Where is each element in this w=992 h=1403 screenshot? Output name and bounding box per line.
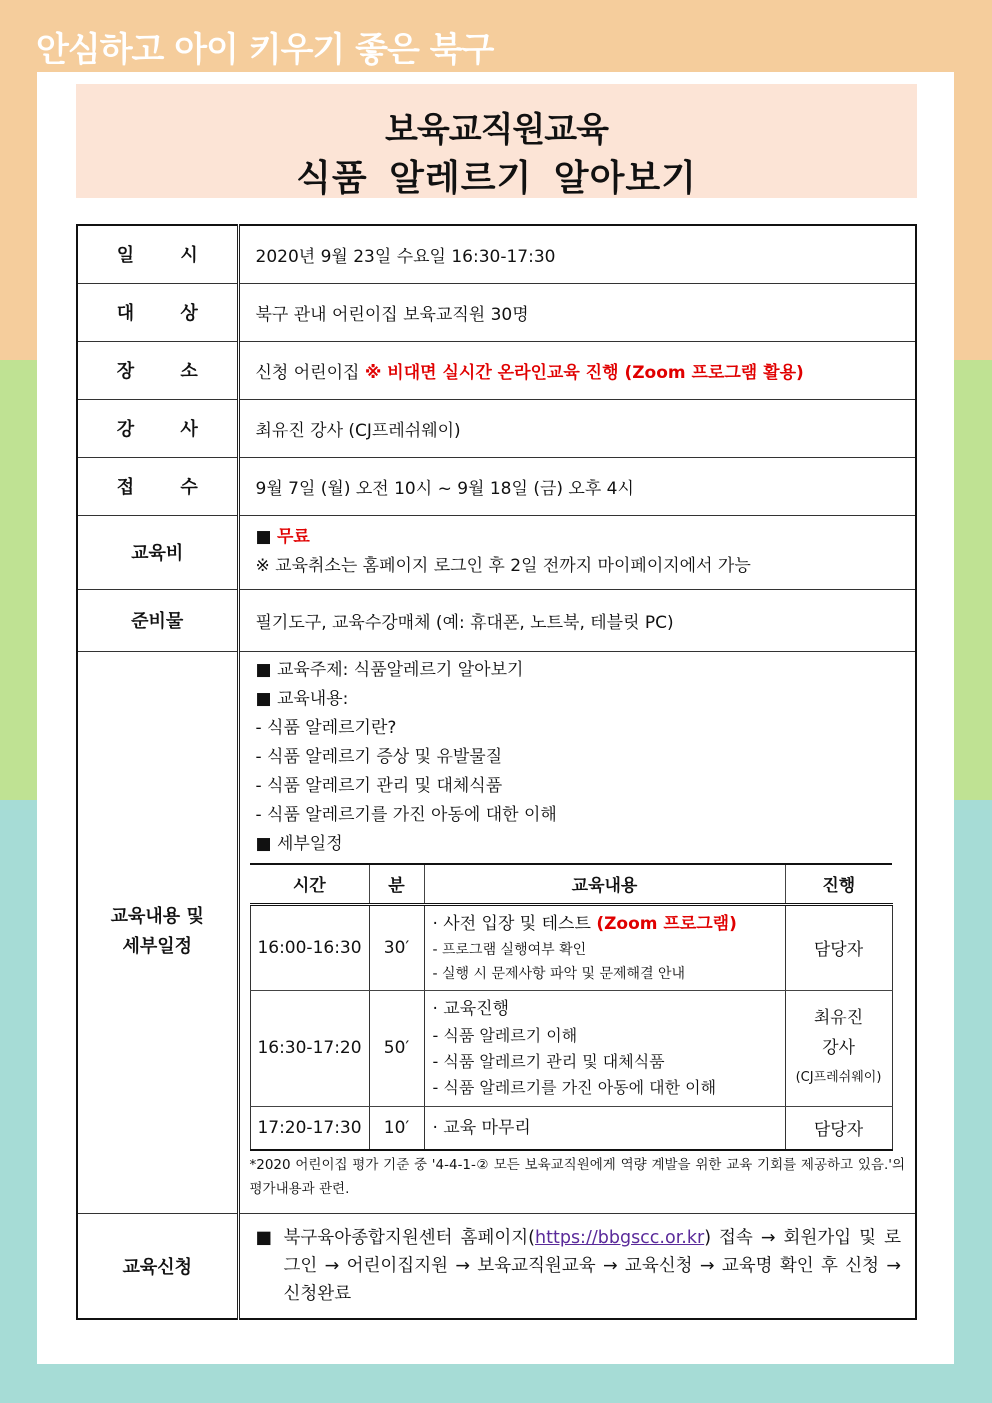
label-date: 일 시 (116, 245, 218, 267)
schedule-host: 담당자 (785, 1106, 892, 1150)
content-item-4: - 식품 알레르기를 가진 아동에 대한 이해 (255, 804, 557, 825)
schedule-main: · 교육 마무리 (432, 1117, 531, 1138)
homepage-link[interactable]: https://bbgscc.or.kr (535, 1227, 705, 1248)
schedule-header-minutes: 분 (369, 864, 424, 905)
label-supplies: 준비물 (77, 589, 238, 651)
schedule-time: 16:30-17:20 (250, 990, 369, 1106)
schedule-host: 담당자 (785, 904, 892, 990)
label-content-line-1: 교육내용 및 (110, 906, 204, 927)
content-head: ■ 교육내용: (255, 688, 349, 709)
value-place: 신청 어린이집 (255, 362, 360, 383)
label-lecturer: 강 사 (116, 419, 218, 440)
label-place: 장 소 (116, 361, 218, 382)
schedule-minutes: 30′ (369, 904, 424, 990)
content-item-1: - 식품 알레르기란? (255, 717, 397, 738)
content-item-3: - 식품 알레르기 관리 및 대체식품 (255, 775, 503, 796)
schedule-header-host: 진행 (785, 864, 892, 905)
apply-bullet: ■ (255, 1227, 273, 1248)
schedule-host-name: 최유진 (813, 1008, 864, 1028)
document-page (37, 72, 954, 1364)
label-fee: 교육비 (77, 515, 238, 589)
slogan: 안심하고 아이 키우기 좋은 북구 (36, 30, 494, 70)
title-line-2: 식품 알레르기 알아보기 (296, 158, 697, 199)
schedule-table (250, 863, 893, 1152)
info-table (76, 224, 917, 1320)
schedule-main-highlight: (Zoom 프로그램) (596, 913, 737, 934)
title-box (76, 84, 917, 198)
row-fee (77, 515, 916, 589)
content-item-2: - 식품 알레르기 증상 및 유발물질 (255, 746, 503, 767)
schedule-row (250, 990, 892, 1106)
value-reception: 9월 7일 (월) 오전 10시 ~ 9월 18일 (금) 오후 4시 (238, 457, 916, 515)
schedule-main: · 교육진행 (432, 999, 509, 1019)
schedule-host-company: (CJ프레쉬웨이) (795, 1070, 882, 1085)
apply-text-before: 북구육아종합지원센터 홈페이지( (283, 1227, 536, 1248)
schedule-minutes: 50′ (369, 990, 424, 1106)
row-content (77, 651, 916, 1213)
schedule-main: · 사전 입장 및 테스트 (432, 913, 591, 934)
row-date (77, 225, 916, 283)
schedule-row (250, 904, 892, 990)
schedule-header-time: 시간 (250, 864, 369, 905)
schedule-time: 16:00-16:30 (250, 904, 369, 990)
evaluation-footnote: *2020 어린이집 평가 기준 중 '4-4-1-② 모든 보육교직원에게 역량 계발을 위한 교육 기회를 제공하고 있음.'의 평가내용과 관련. (249, 1157, 905, 1197)
schedule-sub: - 식품 알레르기 이해 (432, 1026, 578, 1045)
label-apply: 교육신청 (77, 1213, 238, 1319)
row-reception (77, 457, 916, 515)
schedule-row (250, 1106, 892, 1150)
label-content-line-2: 세부일정 (122, 936, 193, 957)
schedule-sub: - 식품 알레르기 관리 및 대체식품 (432, 1052, 665, 1071)
value-lecturer: 최유진 강사 (CJ프레쉬웨이) (238, 399, 916, 457)
label-target: 대 상 (116, 303, 218, 324)
label-reception: 접 수 (116, 477, 218, 498)
schedule-head: ■ 세부일정 (255, 833, 343, 854)
row-apply (77, 1213, 916, 1319)
row-lecturer (77, 399, 916, 457)
schedule-host-title: 강사 (822, 1038, 855, 1058)
row-place (77, 341, 916, 399)
apply-text-after: ) 접속 → 회원가입 및 로그인 → 어린이집지원 → 보육교직원교육 → 교육신청 → 교육명 확인 후 신청 → 신청완료 (283, 1227, 901, 1304)
schedule-header-row (250, 864, 892, 905)
value-fee: 무료 (276, 527, 310, 547)
schedule-header-content: 교육내용 (424, 864, 785, 905)
schedule-minutes: 10′ (369, 1106, 424, 1150)
value-supplies: 필기도구, 교육수강매체 (예: 휴대폰, 노트북, 테블릿 PC) (238, 589, 916, 651)
fee-cancel-note: ※ 교육취소는 홈페이지 로그인 후 2일 전까지 마이페이지에서 가능 (255, 556, 751, 576)
schedule-sub: - 실행 시 문제사항 파악 및 문제해결 안내 (432, 965, 686, 982)
title-line-1: 보육교직원교육 (385, 110, 608, 150)
fee-bullet: ■ (255, 527, 272, 547)
schedule-sub: - 프로그램 실행여부 확인 (432, 941, 587, 958)
place-online-note: ※ 비대면 실시간 온라인교육 진행 (Zoom 프로그램 활용) (364, 362, 804, 383)
row-supplies (77, 589, 916, 651)
value-date: 2020년 9월 23일 수요일 16:30-17:30 (238, 225, 916, 283)
content-topic: ■ 교육주제: 식품알레르기 알아보기 (255, 659, 524, 680)
value-target: 북구 관내 어린이집 보육교직원 30명 (238, 283, 916, 341)
schedule-time: 17:20-17:30 (250, 1106, 369, 1150)
row-target (77, 283, 916, 341)
schedule-sub: - 식품 알레르기를 가진 아동에 대한 이해 (432, 1078, 717, 1097)
